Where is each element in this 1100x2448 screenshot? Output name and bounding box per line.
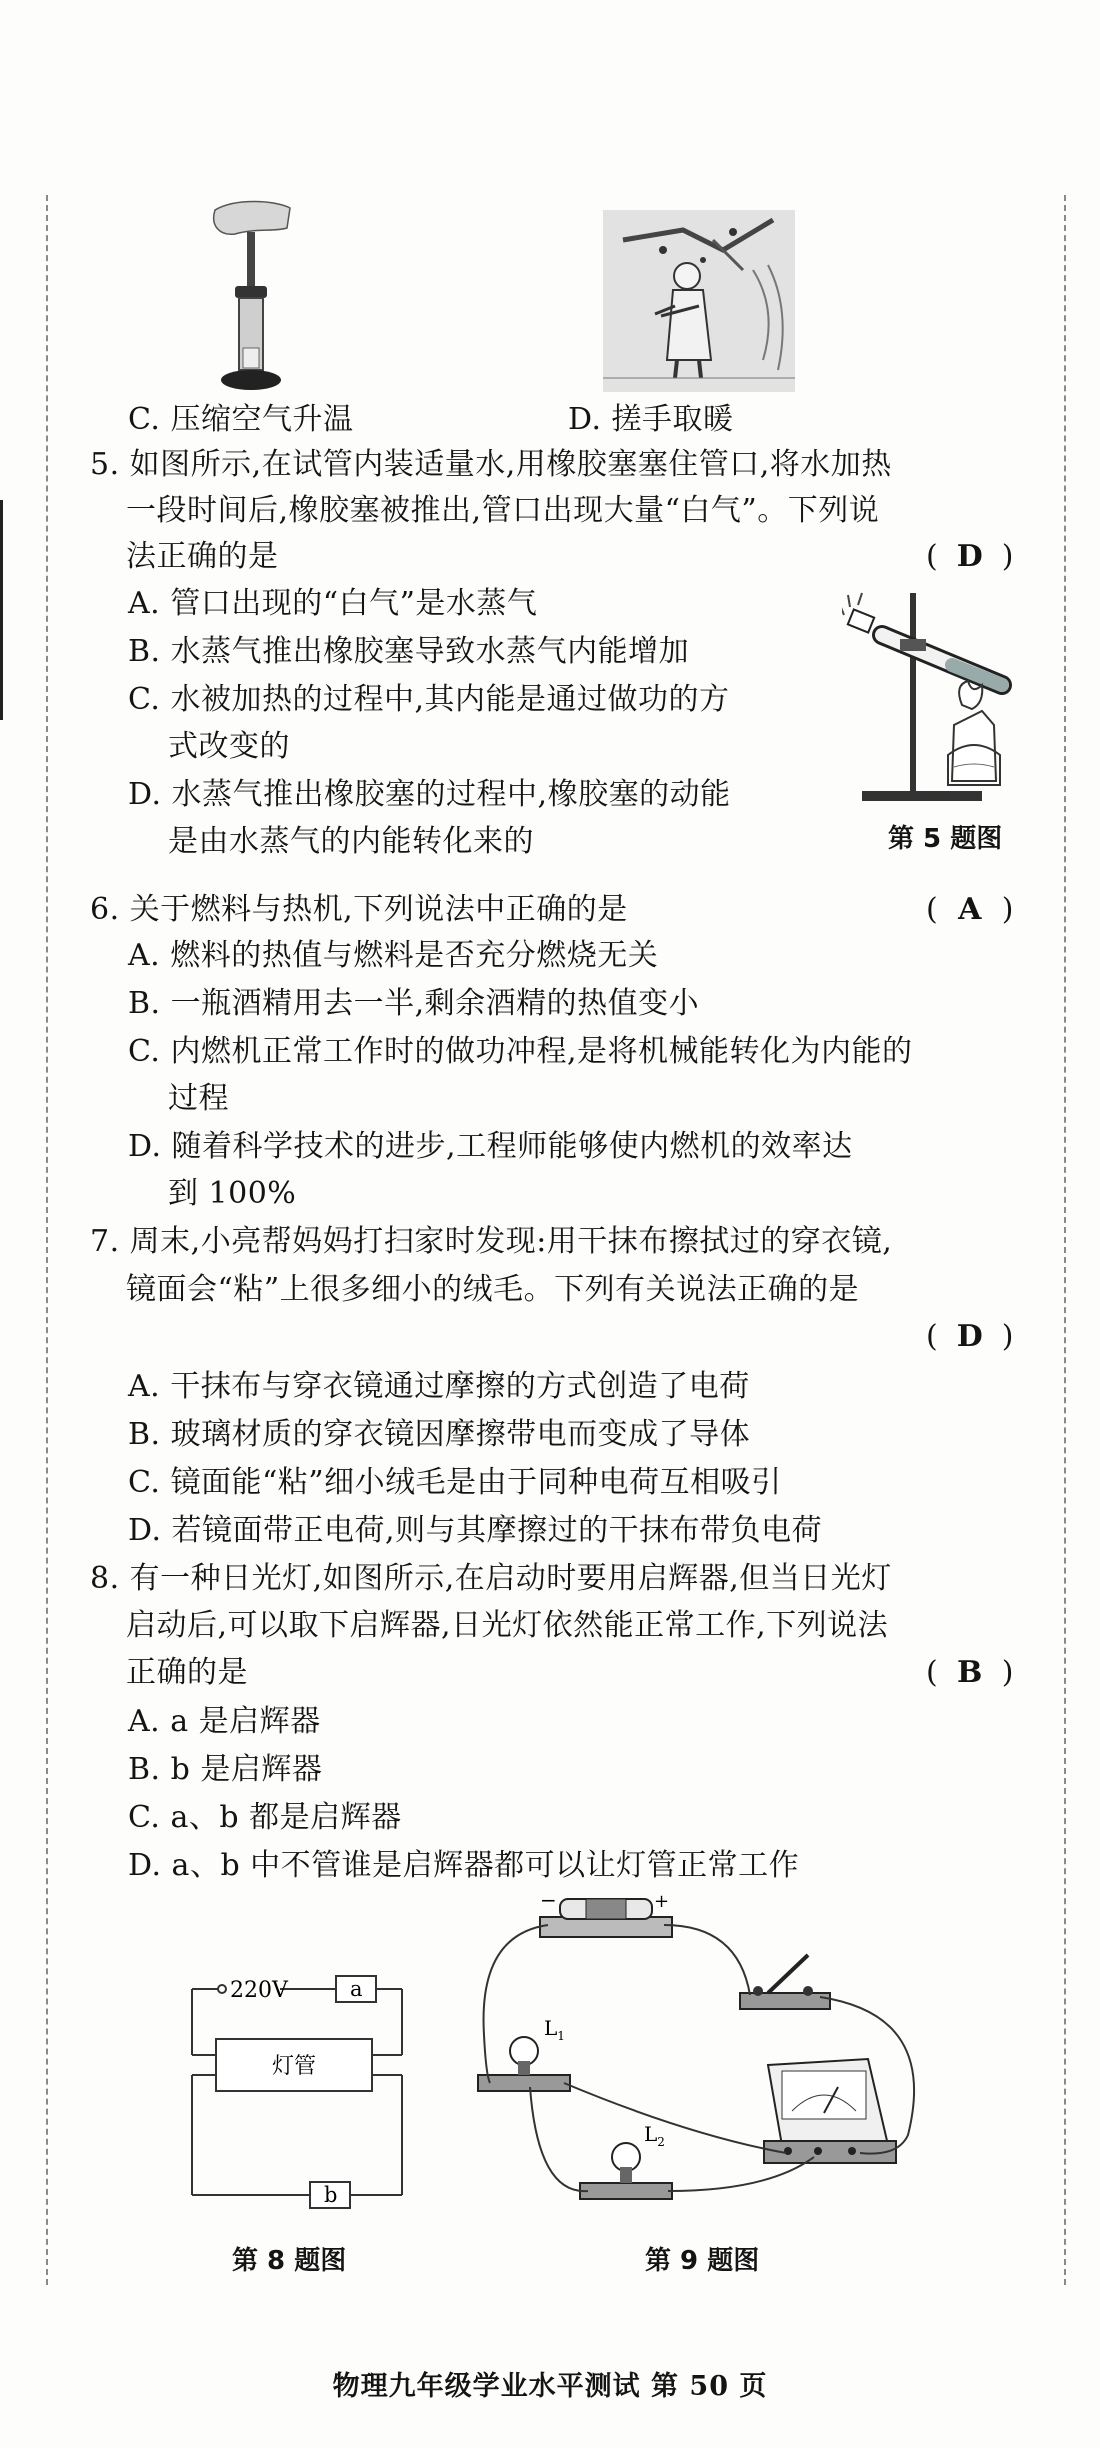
option-c-label: C. 压缩空气升温: [128, 402, 354, 437]
fig9-l1-subscript: 1: [557, 2029, 565, 2043]
q7-stem-line-1: 7. 周末,小亮帮妈妈打扫家时发现:用干抹布擦拭过的穿衣镜,: [90, 1224, 893, 1259]
q5-option-c-cont: 式改变的: [168, 729, 290, 764]
fig9-l2-letter: L: [644, 2122, 658, 2146]
q8-answer-bracket: ( B ): [926, 1651, 1013, 1695]
q9-physical-circuit-diagram: [468, 1895, 948, 2225]
q8-stem-line-2: 启动后,可以取下启辉器,日光灯依然能正常工作,下列说法: [126, 1608, 889, 1643]
fig9-plus-label: +: [654, 1895, 670, 1912]
q8-option-c: C. a、b 都是启辉器: [128, 1800, 402, 1835]
q5-option-d: D. 水蒸气推出橡胶塞的过程中,橡胶塞的动能: [128, 777, 731, 812]
q6-answer: A: [958, 892, 982, 927]
q7-stem-line-2: 镜面会“粘”上很多细小的绒毛。下列有关说法正确的是: [126, 1272, 860, 1307]
q7-option-c: C. 镜面能“粘”细小绒毛是由于同种电荷互相吸引: [128, 1465, 782, 1500]
q8-option-d: D. a、b 中不管谁是启辉器都可以让灯管正常工作: [128, 1848, 800, 1883]
q5-option-a: A. 管口出现的“白气”是水蒸气: [128, 586, 538, 621]
q5-stem-line-1: 5. 如图所示,在试管内装适量水,用橡胶塞塞住管口,将水加热: [90, 447, 892, 482]
q5-stem-line-3: 法正确的是: [126, 539, 279, 574]
q5-answer-bracket: ( D ): [926, 535, 1013, 579]
q6-option-d: D. 随着科学技术的进步,工程师能够使内燃机的效率达: [128, 1129, 853, 1164]
q8-option-a: A. a 是启辉器: [128, 1704, 321, 1739]
q6-option-c: C. 内燃机正常工作时的做功冲程,是将机械能转化为内能的: [128, 1034, 913, 1069]
q7-answer: D: [956, 1319, 983, 1354]
fig8-box-b-label: b: [324, 2183, 338, 2207]
q5-option-d-cont: 是由水蒸气的内能转化来的: [168, 824, 534, 859]
rubbing-hands-illustration: [603, 210, 795, 392]
q8-answer: B: [957, 1655, 983, 1690]
fig9-l2-label: [644, 2122, 665, 2149]
option-d-label: D. 搓手取暖: [568, 402, 734, 437]
q8-figure-caption: 第 8 题图: [232, 2246, 347, 2276]
q8-lamp-circuit-diagram: [180, 1965, 430, 2220]
q6-option-c-cont: 过程: [168, 1081, 229, 1116]
q6-option-a: A. 燃料的热值与燃料是否充分燃烧无关: [128, 938, 659, 973]
fig8-box-a-label: a: [350, 1977, 363, 2001]
fig9-l2-subscript: 2: [657, 2135, 665, 2149]
compress-air-illustration: [195, 198, 305, 393]
q5-test-tube-diagram: [842, 585, 1042, 810]
q8-option-b: B. b 是启辉器: [128, 1752, 323, 1787]
binding-edge-mark: [0, 500, 3, 720]
q7-option-a: A. 干抹布与穿衣镜通过摩擦的方式创造了电荷: [128, 1369, 750, 1404]
fig8-tube-label: 灯管: [272, 2054, 317, 2079]
q8-stem-line-3: 正确的是: [126, 1655, 248, 1690]
q9-figure-caption: 第 9 题图: [645, 2246, 760, 2276]
page-footer: 物理九年级学业水平测试 第 50 页: [332, 2371, 768, 2402]
left-dashed-margin: [46, 195, 48, 2285]
fig9-minus-label: −: [540, 1895, 557, 1912]
q6-option-d-cont: 到 100%: [168, 1176, 297, 1211]
q5-stem-line-2: 一段时间后,橡胶塞被推出,管口出现大量“白气”。下列说: [126, 493, 880, 528]
q5-option-c: C. 水被加热的过程中,其内能是通过做功的方: [128, 682, 730, 717]
fig9-l1-letter: L: [544, 2016, 558, 2040]
right-dashed-margin: [1064, 195, 1066, 2285]
q5-figure-caption: 第 5 题图: [888, 824, 1003, 854]
q7-option-d: D. 若镜面带正电荷,则与其摩擦过的干抹布带负电荷: [128, 1513, 823, 1548]
q5-answer: D: [956, 539, 983, 574]
q6-answer-bracket: ( A ): [926, 888, 1013, 932]
q5-option-b: B. 水蒸气推出橡胶塞导致水蒸气内能增加: [128, 634, 690, 669]
q7-answer-bracket: ( D ): [926, 1315, 1013, 1359]
fig9-l1-label: [544, 2016, 565, 2043]
q6-stem: 6. 关于燃料与热机,下列说法中正确的是: [90, 892, 628, 927]
q7-option-b: B. 玻璃材质的穿衣镜因摩擦带电而变成了导体: [128, 1417, 751, 1452]
q8-stem-line-1: 8. 有一种日光灯,如图所示,在启动时要用启辉器,但当日光灯: [90, 1561, 892, 1596]
fig8-voltage-label: 220V: [230, 1978, 288, 2003]
q6-option-b: B. 一瓶酒精用去一半,剩余酒精的热值变小: [128, 986, 700, 1021]
